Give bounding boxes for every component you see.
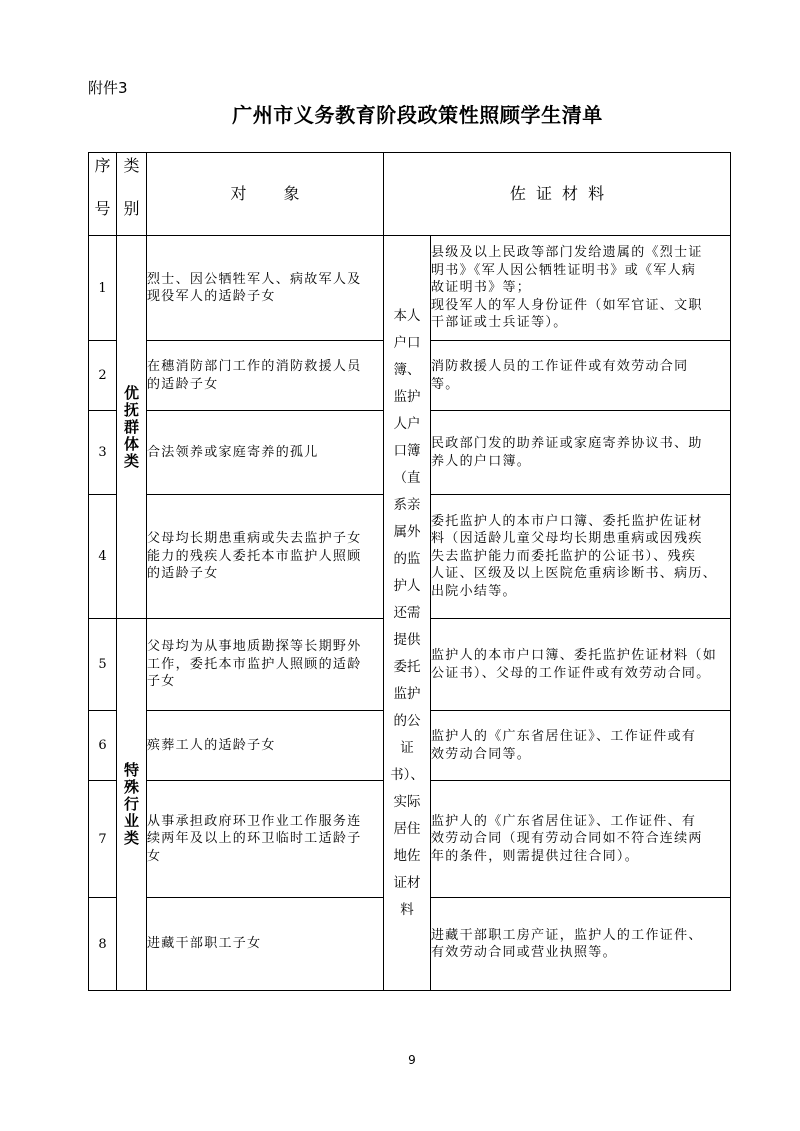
page-number: 9 (408, 1053, 416, 1067)
row-seq-cell (89, 411, 117, 495)
evidence-cell (431, 341, 731, 411)
row-seq-cell (89, 495, 117, 619)
evidence-cell (431, 411, 731, 495)
evidence-cell (431, 781, 731, 898)
row-seq-cell (89, 341, 117, 411)
subject-cell (147, 411, 384, 495)
common-evidence-text: 本人 户口 簿、 监护 人户 口簿 （直 系亲 属外 的监 护人 还需 提供 委托 监护 的公 证 书）、 实际 居住 地佐 证材 料 (390, 307, 424, 918)
row-seq: 6 (98, 738, 107, 753)
subject-cell (147, 341, 384, 411)
evidence-text: 消防救援人员的工作证件或有效劳动合同 等。 (431, 359, 689, 392)
row-seq: 4 (98, 549, 107, 564)
evidence-text: 委托监护人的本市户口簿、委托监护佐证材 料（因适龄儿童父母均长期患重病或因残疾 失去监护能力而委托监护的公证书）、残疾 人证、区级及以上医院危重病诊断书、病历、 出院小结等。 (431, 513, 718, 599)
category-label: 特殊行业类 (123, 761, 139, 847)
category-cell-special-industry (117, 619, 147, 991)
row-seq: 1 (98, 280, 107, 296)
row-seq: 5 (98, 657, 107, 672)
subject-text: 在穗消防部门工作的消防救援人员 的适龄子女 (147, 359, 362, 392)
subject-text: 父母均长期患重病或失去监护子女 能力的残疾人委托本市监护人照顾 的适龄子女 (147, 531, 362, 582)
subject-cell (147, 619, 384, 711)
evidence-cell (431, 619, 731, 711)
evidence-cell (431, 236, 731, 341)
evidence-text: 监护人的《广东省居住证》、工作证件、有 效劳动合同（现有劳动合同如不符合连续两 年的条件，则需提供过往合同）。 (431, 813, 703, 864)
evidence-text: 监护人的《广东省居住证》、工作证件或有 效劳动合同等。 (431, 729, 697, 762)
subject-cell (147, 711, 384, 781)
table-header-row (89, 153, 731, 236)
row-seq: 2 (98, 368, 107, 383)
category-cell-preferential (117, 236, 147, 619)
subject-text: 从事承担政府环卫作业工作服务连 续两年及以上的环卫临时工适龄子 女 (147, 813, 362, 864)
subject-cell (147, 781, 384, 898)
row-seq-cell (89, 619, 117, 711)
evidence-text: 县级及以上民政等部门发给遗属的《烈士证 明书》《军人因公牺牲证明书》或《军人病 故证明书》等； 现役军人的军人身份证件（如军官证、文职 干部证或士兵证等）。 (431, 245, 703, 331)
subject-text: 合法领养或家庭寄养的孤儿 (147, 444, 319, 460)
header-evidence-cell (384, 153, 731, 236)
evidence-cell (431, 711, 731, 781)
subject-text: 殡葬工人的适龄子女 (147, 737, 276, 753)
table-row (89, 236, 731, 341)
policy-care-student-table (88, 152, 731, 991)
row-seq-cell (89, 236, 117, 341)
subject-cell (147, 898, 384, 991)
row-seq-cell (89, 898, 117, 991)
row-seq-cell (89, 781, 117, 898)
row-seq: 3 (98, 445, 107, 460)
subject-text: 进藏干部职工子女 (147, 936, 262, 952)
header-subject-label: 对 象 (230, 184, 300, 203)
evidence-cell (431, 898, 731, 991)
header-category-cell (117, 153, 147, 236)
header-evidence-label: 佐 证 材 料 (509, 184, 605, 203)
attachment-label: 附件3 (88, 79, 128, 97)
evidence-text: 进藏干部职工房产证，监护人的工作证件、 有效劳动合同或营业执照等。 (431, 927, 703, 960)
category-label: 优抚群体类 (123, 383, 139, 470)
evidence-text: 民政部门发的助养证或家庭寄养协议书、助 养人的户口簿。 (431, 436, 703, 469)
header-seq-cell (89, 153, 117, 236)
common-evidence-cell (384, 236, 431, 991)
header-seq-label: 序号 (94, 156, 111, 218)
evidence-cell (431, 495, 731, 619)
subject-text: 烈士、因公牺牲军人、病故军人及 现役军人的适龄子女 (147, 271, 362, 304)
evidence-text: 监护人的本市户口簿、委托监护佐证材料（如 公证书）、父母的工作证件或有效劳动合同。 (431, 648, 718, 681)
subject-text: 父母均为从事地质勘探等长期野外 工作，委托本市监护人照顾的适龄 子女 (147, 639, 362, 690)
subject-cell (147, 495, 384, 619)
subject-cell (147, 236, 384, 341)
document-title: 广州市义务教育阶段政策性照顾学生清单 (232, 103, 603, 127)
row-seq: 7 (98, 831, 107, 847)
row-seq-cell (89, 711, 117, 781)
row-seq: 8 (98, 936, 107, 952)
header-subject-cell (147, 153, 384, 236)
header-category-label: 类别 (123, 156, 140, 218)
